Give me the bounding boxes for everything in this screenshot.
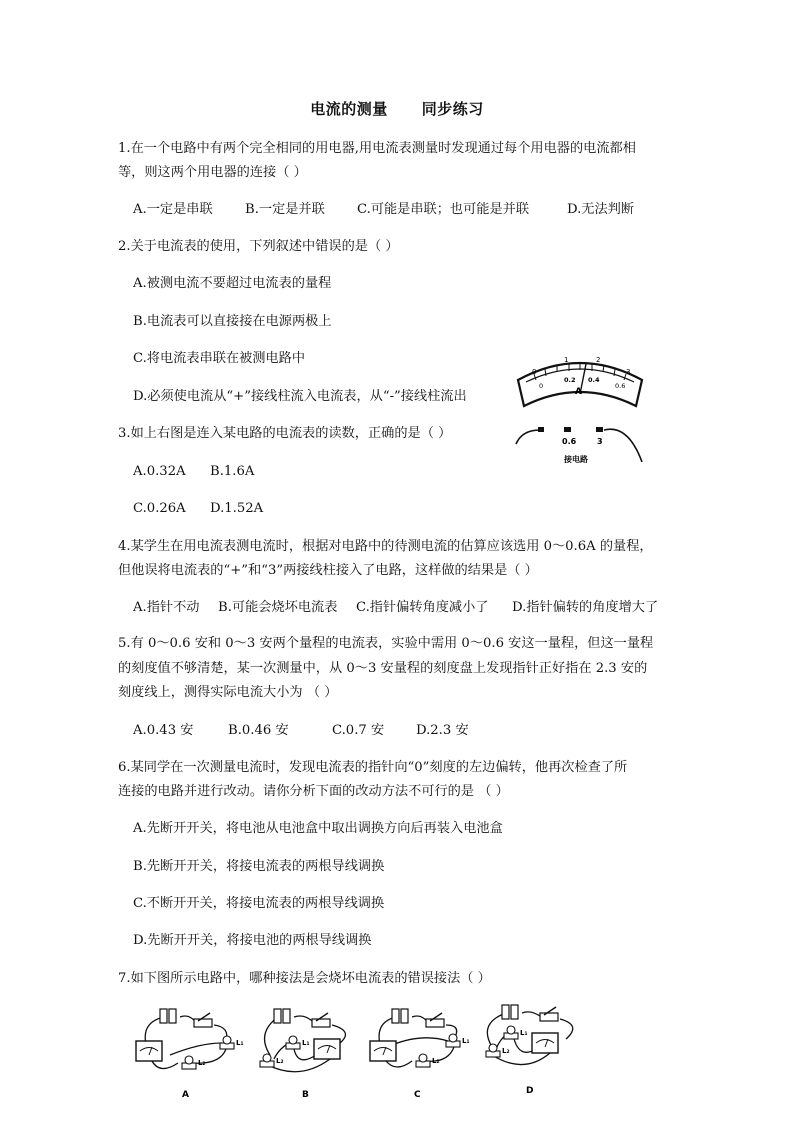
q2-option-d: D.必须使电流从“+”接线柱流入电流表，从“-”接线柱流出 [133, 389, 467, 404]
ammeter-scale-ticks [534, 362, 626, 380]
battery-cell [392, 1009, 399, 1023]
terminal-label-0-6: 0.6 [562, 437, 577, 446]
q1-option-c: C.可能是串联；也可能是并联 [357, 202, 530, 217]
q4-text-line2: 但他误将电流表的“+”和“3”两接线柱接入了电路，这样做的结果是（ ） [118, 563, 538, 578]
terminal-3 [596, 427, 603, 432]
circuit-figure-a [130, 1003, 250, 1103]
q2-option-a: A.被测电流不要超过电流表的量程 [133, 276, 332, 291]
page-title [0, 98, 794, 119]
q4-text-line1: 4.某学生在用电流表测电流时，根据对电路中的待测电流的估算应该选用 0～0.6A 的量程， [118, 539, 653, 554]
wire [386, 1061, 412, 1067]
lamp-label-l1: L₁ [236, 1039, 244, 1047]
lamp-bulb [289, 1036, 297, 1044]
battery-cell [401, 1009, 408, 1023]
q3-option-d: D.1.52A [210, 501, 264, 516]
figure-label: D [526, 1086, 534, 1096]
circuit-figures [130, 1003, 590, 1103]
lamp-label-l2: L₂ [276, 1057, 284, 1065]
wire [560, 1019, 573, 1039]
circuit-figure-d [474, 999, 594, 1099]
q4-option-b: B.可能会烧坏电流表 [218, 600, 338, 615]
lamp-bulb [419, 1054, 427, 1062]
q5-option-c: C.0.7 安 [332, 723, 385, 738]
ammeter-box [370, 1041, 396, 1061]
q1-option-d: D.无法判断 [567, 202, 635, 217]
wire [392, 1038, 448, 1045]
q1-option-b: B.一定是并联 [245, 202, 325, 217]
battery-cell [274, 1009, 281, 1023]
battery-cell [502, 1005, 509, 1019]
lamp-bulb [185, 1056, 193, 1064]
q5-text-line1: 5.有 0～0.6 安和 0～3 安两个量程的电流表，实验中需用 0～0.6 安这一量程，但这一量程 [118, 636, 654, 651]
terminal-0-6 [564, 427, 571, 432]
q6-text-line1: 6.某同学在一次测量电流时，发现电流表的指针向“0”刻度的左边偏转，他再次检查了所 [118, 760, 628, 775]
q5-text-line2: 的刻度值不够清楚，某一次测量中，从 0～3 安量程的刻度盘上发现指针正好指在 2.3 安的 [118, 661, 648, 676]
q1-option-a: A.一定是串联 [133, 202, 213, 217]
figure-label: C [414, 1090, 421, 1100]
battery-cell [283, 1009, 290, 1023]
terminal-label-3: 3 [597, 437, 603, 446]
q1-text-line1: 1.在一个电路中有两个完全相同的用电器,用电流表测量时发现通过每个用电器的电流都相 [118, 141, 636, 156]
lamp-bulb [223, 1036, 231, 1044]
scale-bottom-2: 0.4 [588, 376, 600, 384]
figure-label: B [302, 1090, 309, 1100]
switch-base [540, 1013, 558, 1021]
lamp-bulb [449, 1034, 457, 1042]
ammeter-caption: 接电路 [564, 455, 588, 464]
q2-option-b: B.电流表可以直接接在电源两极上 [133, 314, 332, 329]
wire [426, 1047, 454, 1061]
title-sub: 同步练习 [421, 100, 484, 118]
q5-option-b: B.0.46 安 [228, 723, 289, 738]
q4-option-a: A.指针不动 [133, 600, 200, 615]
ammeter-figure [512, 350, 648, 468]
q6-option-a: A.先断开开关，将电池从电池盒中取出调换方向后再装入电池盒 [133, 821, 503, 836]
lamp-label-l1: L₁ [462, 1037, 470, 1045]
wire [170, 1043, 222, 1055]
figure-label: A [182, 1090, 189, 1100]
wire [294, 1049, 316, 1060]
q2-text: 2.关于电流表的使用，下列叙述中错误的是（ ） [118, 239, 399, 254]
circuit-figure-b [250, 1003, 370, 1103]
q6-option-c: C.不断开开关，将接电流表的两根导线调换 [133, 896, 385, 911]
lamp-label-l2: L₂ [198, 1059, 206, 1067]
q5-option-a: A.0.43 安 [133, 723, 194, 738]
q3-option-b: B.1.6A [210, 464, 255, 479]
q3-option-c: C.0.26A [133, 501, 186, 516]
scale-bottom-1: 0.2 [564, 376, 576, 384]
wire [152, 1061, 178, 1069]
q5-option-d: D.2.3 安 [416, 723, 469, 738]
lamp-label-l1: L₁ [520, 1029, 528, 1037]
switch-base [194, 1019, 212, 1027]
q7-text: 7.如下图所示电路中，哪种接法是会烧坏电流表的错误接法（ ） [118, 971, 491, 986]
scale-bottom-3: 0.6 [615, 382, 626, 390]
ammeter-unit-label: A [575, 387, 582, 397]
lamp-bulb [263, 1054, 271, 1062]
q4-option-c: C.指针偏转角度减小了 [356, 600, 489, 615]
ammeter-box [314, 1039, 340, 1059]
switch-base [426, 1019, 444, 1027]
lamp-label-l2: L₂ [432, 1057, 440, 1065]
circuit-figure-c [362, 1003, 482, 1103]
ammeter-box [136, 1041, 162, 1061]
q6-option-b: B.先断开开关，将接电流表的两根导线调换 [133, 859, 385, 874]
scale-top-0: 0 [532, 368, 537, 376]
scale-top-1: 1 [564, 356, 569, 364]
lamp-label-l1: L₁ [302, 1039, 310, 1047]
battery-cell [160, 1009, 167, 1023]
q2-option-c: C.将电流表串联在被测电路中 [133, 351, 306, 366]
scale-top-2: 2 [596, 356, 601, 364]
lamp-bulb [507, 1026, 515, 1034]
q3-option-a: A.0.32A [133, 464, 186, 479]
q5-text-line3: 刻度线上，测得实际电流大小为 （ ） [118, 685, 338, 700]
ammeter-box [532, 1033, 558, 1053]
title-main: 电流的测量 [310, 100, 388, 118]
q4-option-d: D.指针偏转的角度增大了 [512, 600, 659, 615]
wire [492, 1053, 550, 1065]
battery-cell [511, 1005, 518, 1019]
lamp-bulb [489, 1044, 497, 1052]
switch-base [312, 1019, 330, 1027]
q6-text-line2: 连接的电路并进行改动。请你分析下面的改动方法不可行的是 （ ） [118, 784, 509, 799]
battery-cell [169, 1009, 176, 1023]
q1-text-line2: 等，则这两个用电器的连接（ ） [118, 165, 307, 180]
lamp-label-l2: L₂ [502, 1047, 510, 1055]
q3-text: 3.如上右图是连入某电路的电流表的读数，正确的是（ ） [118, 426, 452, 441]
scale-bottom-0: 0 [539, 382, 544, 390]
q6-option-d: D.先断开开关，将接电池的两根导线调换 [133, 933, 372, 948]
scale-top-3: 3 [626, 368, 631, 376]
